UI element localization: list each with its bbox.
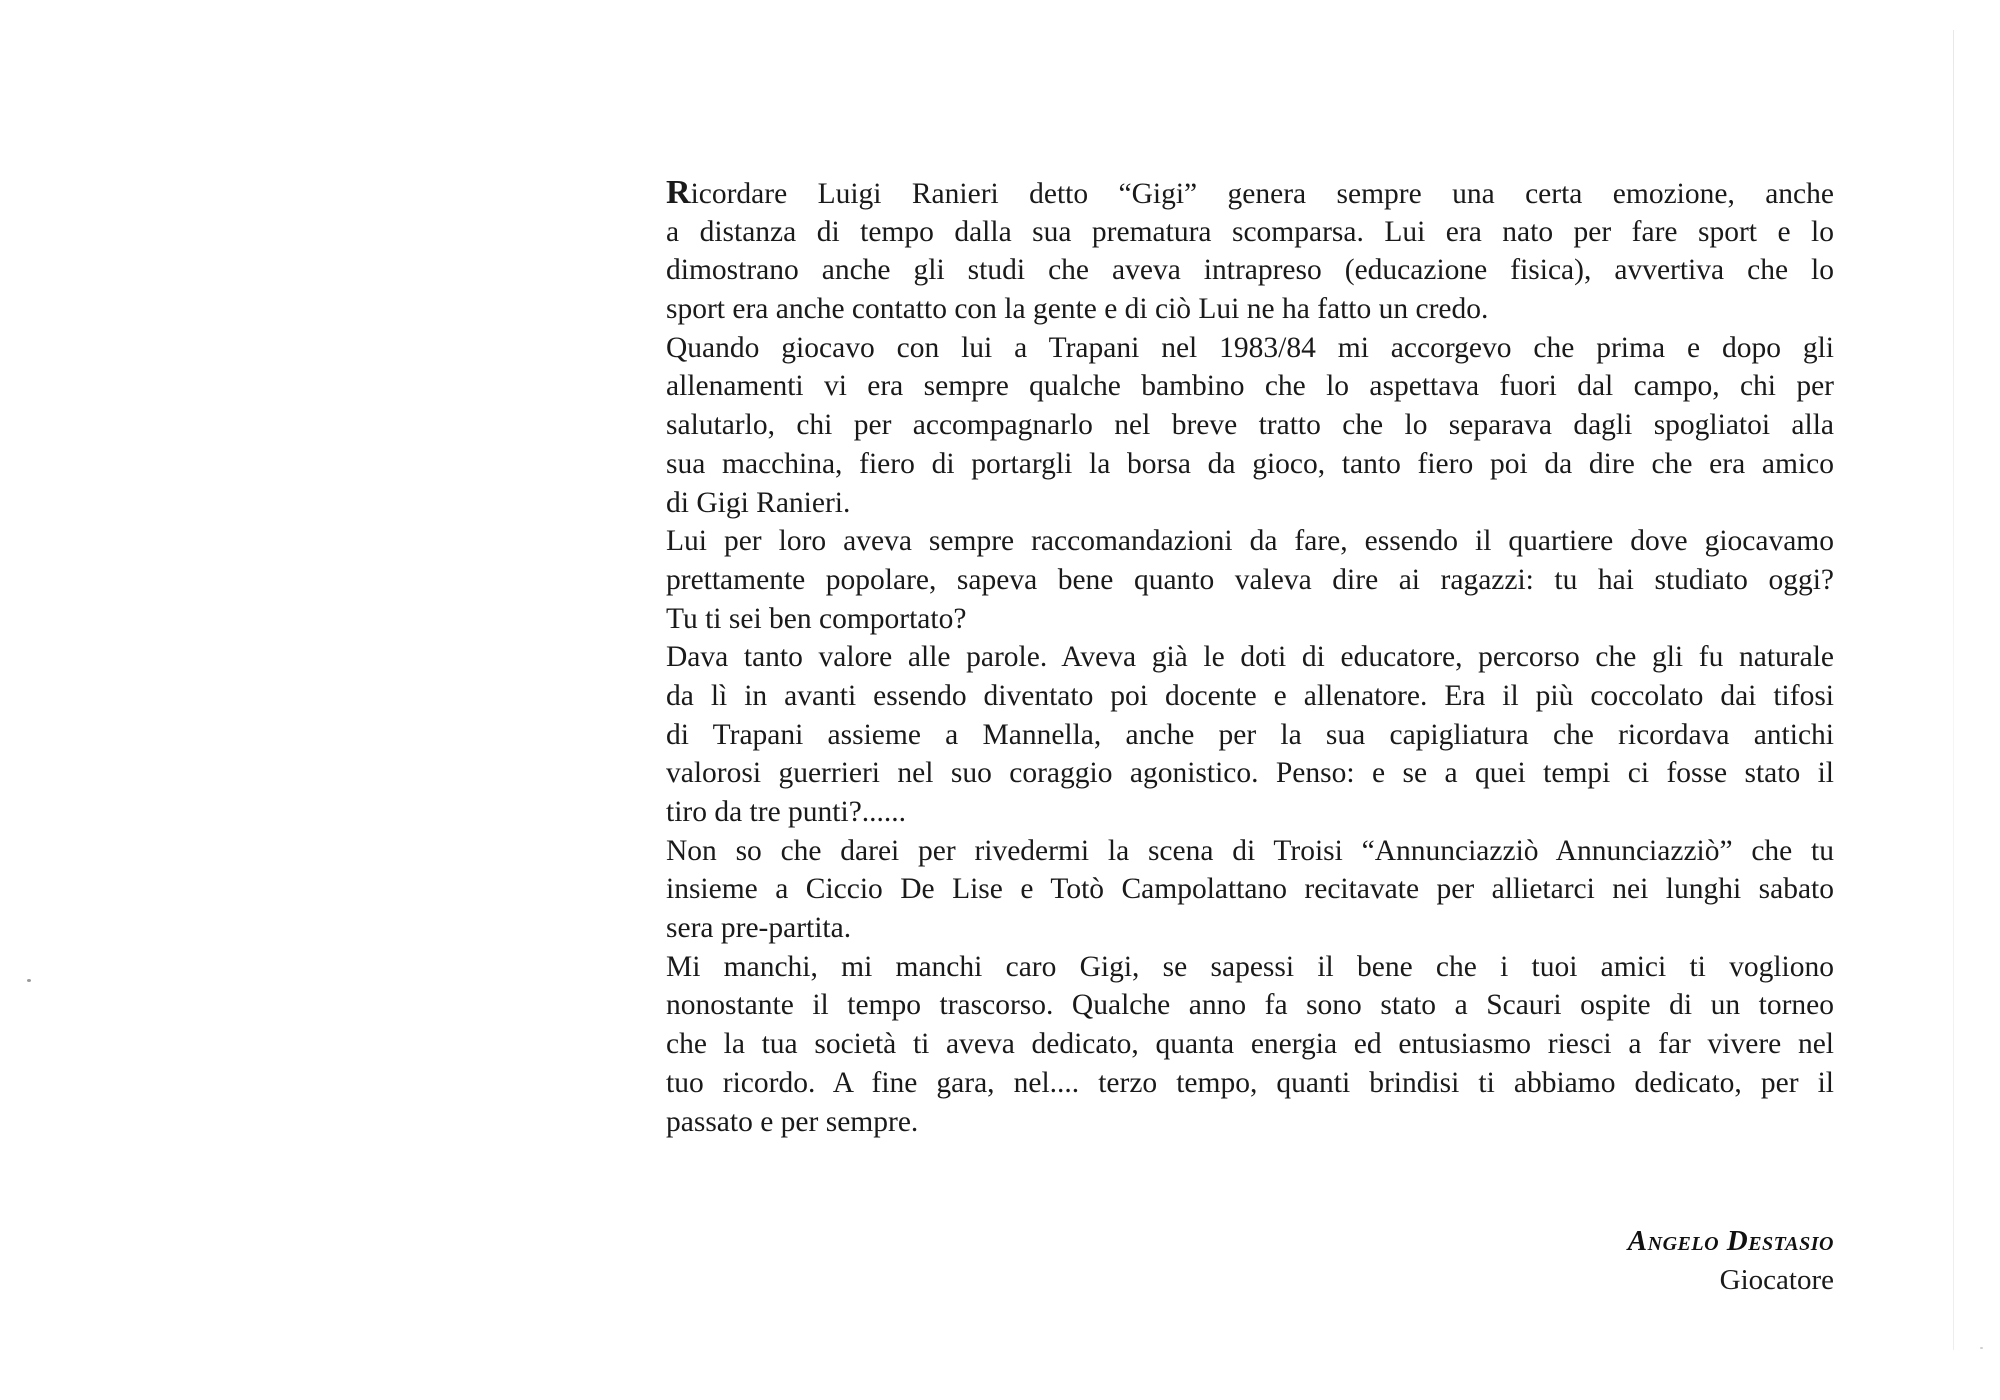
scan-speck — [27, 979, 31, 982]
text-line-content: tiro da tre punti?...... — [666, 796, 907, 828]
scan-edge-shadow — [1953, 30, 1954, 1350]
paragraph — [666, 832, 1834, 948]
text-line — [666, 329, 1834, 368]
text-line-content: Non so che darei per rivedermi la scena di Troisi “Annunciazziò Annunciazziò” che tu — [666, 834, 1834, 867]
text-line — [666, 948, 1834, 987]
text-line-content: Dava tanto valore alle parole. Aveva già le doti di educatore, percorso che gli fu naturale — [666, 641, 1834, 674]
text-line-content: sua macchina, fiero di portargli la borsa da gioco, tanto fiero poi da dire che era amico — [666, 447, 1834, 480]
text-line-content: passato e per sempre. — [666, 1105, 919, 1138]
paragraph — [666, 329, 1834, 522]
text-line-content: insieme a Ciccio De Lise e Totò Campolattano recitavate per allietarci nei lunghi sabato — [666, 873, 1834, 906]
text-line-content: Mi manchi, mi manchi caro Gigi, se sapessi il bene che i tuoi amici ti vogliono — [666, 950, 1834, 983]
text-line-content: allenamenti vi era sempre qualche bambino che lo aspettava fuori dal campo, chi per — [666, 370, 1834, 403]
paragraph — [666, 522, 1834, 638]
text-line-content: che la tua società ti aveva dedicato, quanta energia ed entusiasmo riesci a far vivere nel — [666, 1028, 1834, 1061]
signature-block — [1628, 1222, 1834, 1300]
text-line — [666, 1025, 1834, 1064]
text-line-content: Tu ti sei ben comportato? — [666, 602, 967, 635]
text-line-content: sera pre-partita. — [666, 912, 852, 945]
text-line-content: icordare Luigi Ranieri detto “Gigi” genera sempre una certa emozione, anche — [690, 178, 1834, 210]
text-line-content: da lì in avanti essendo diventato poi docente e allenatore. Era il più coccolato dai tifosi — [666, 679, 1834, 712]
signature-role: Giocatore — [1719, 1264, 1834, 1296]
text-line-content: prettamente popolare, sapeva bene quanto valeva dire ai ragazzi: tu hai studiato oggi? — [666, 563, 1834, 596]
text-line — [666, 793, 1834, 832]
text-line — [666, 522, 1834, 561]
text-line — [666, 406, 1834, 445]
text-line — [666, 1103, 1834, 1142]
text-line — [666, 909, 1834, 948]
text-line — [666, 716, 1834, 755]
text-line-content: di Gigi Ranieri. — [666, 486, 851, 519]
scan-speck — [1980, 1347, 1983, 1349]
letter-body — [666, 174, 1834, 1141]
text-line — [666, 484, 1834, 523]
text-line — [666, 367, 1834, 406]
text-line-content: a distanza di tempo dalla sua prematura scomparsa. Lui era nato per fare sport e lo — [666, 215, 1834, 248]
text-line — [666, 174, 1834, 213]
text-line-content: di Trapani assieme a Mannella, anche per la sua capigliatura che ricordava antichi — [666, 718, 1834, 751]
text-line — [666, 870, 1834, 909]
text-line — [666, 561, 1834, 600]
text-line-content: salutarlo, chi per accompagnarlo nel breve tratto che lo separava dagli spogliatoi alla — [666, 409, 1834, 442]
dropcap-letter: R — [666, 174, 691, 211]
paragraph — [666, 638, 1834, 831]
text-line — [666, 754, 1834, 793]
text-line-content: tuo ricordo. A fine gara, nel.... terzo tempo, quanti brindisi ti abbiamo dedicato, per il — [666, 1066, 1834, 1099]
text-line-content: sport era anche contatto con la gente e di ciò Lui ne ha fatto un credo. — [666, 293, 1489, 326]
text-line-content: Quando giocavo con lui a Trapani nel 1983/84 mi accorgevo che prima e dopo gli — [666, 331, 1834, 364]
paragraph — [666, 174, 1834, 329]
signature-name: Angelo Destasio — [1627, 1225, 1834, 1257]
text-line-content: valorosi guerrieri nel suo coraggio agonistico. Penso: e se a quei tempi ci fosse stato il — [666, 757, 1834, 790]
text-line — [666, 600, 1834, 639]
text-line — [666, 290, 1834, 329]
text-line-content: Lui per loro aveva sempre raccomandazioni da fare, essendo il quartiere dove giocavamo — [666, 525, 1834, 558]
text-line — [666, 832, 1834, 871]
text-line — [666, 677, 1834, 716]
text-line — [666, 638, 1834, 677]
paragraph — [666, 948, 1834, 1141]
text-line-content: nonostante il tempo trascorso. Qualche anno fa sono stato a Scauri ospite di un torneo — [666, 989, 1834, 1022]
text-line — [666, 251, 1834, 290]
text-line — [666, 213, 1834, 252]
text-line — [666, 445, 1834, 484]
text-line-content: dimostrano anche gli studi che aveva intrapreso (educazione fisica), avvertiva che lo — [666, 254, 1834, 287]
text-line — [666, 1064, 1834, 1103]
text-line — [666, 986, 1834, 1025]
